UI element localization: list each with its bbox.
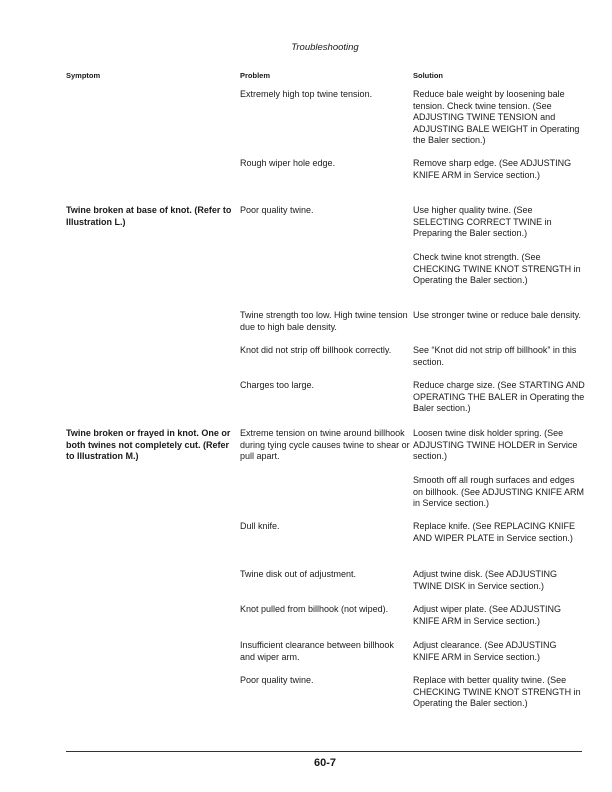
problem-text: Twine strength too low. High twine tension due to high bale density. [240, 310, 408, 332]
solution-text: Reduce charge size. (See STARTING AND OPERATING THE BALER in Operating the Baler section.) [413, 380, 585, 414]
symptom-text: Twine broken at base of knot. (Refer to Illustration L.) [66, 205, 232, 227]
column-header-problem: Problem [240, 71, 271, 80]
problem-text: Knot did not strip off billhook correctly. [240, 345, 392, 355]
solution-text: Use stronger twine or reduce bale density. [413, 310, 581, 320]
solution-text: Check twine knot strength. (See CHECKING TWINE KNOT STRENGTH in Operating the Baler section.) [413, 252, 581, 286]
solution-text: Remove sharp edge. (See ADJUSTING KNIFE ARM in Service section.) [413, 158, 572, 180]
column-header-solution: Solution [413, 71, 443, 80]
problem-text: Charges too large. [240, 380, 315, 390]
problem-text: Extreme tension on twine around billhook during tying cycle causes twine to shear or pull apart. [240, 428, 410, 462]
solution-text: Loosen twine disk holder spring. (See ADJUSTING TWINE HOLDER in Service section.) [413, 428, 578, 462]
problem-text: Poor quality twine. [240, 205, 314, 215]
solution-text: See “Knot did not strip off billhook” in this section. [413, 345, 577, 367]
solution-text: Use higher quality twine. (See SELECTING CORRECT TWINE in Preparing the Baler section.) [413, 205, 552, 239]
solution-text: Adjust twine disk. (See ADJUSTING TWINE DISK in Service section.) [413, 569, 558, 591]
problem-text: Dull knife. [240, 521, 280, 531]
solution-text: Replace knife. (See REPLACING KNIFE AND WIPER PLATE in Service section.) [413, 521, 576, 543]
problem-text: Extremely high top twine tension. [240, 89, 373, 99]
footer-divider [66, 751, 582, 752]
solution-text: Reduce bale weight by loosening bale tension. Check twine tension. (See ADJUSTING TWINE TENSION and ADJUSTING BALE WEIGHT in Operating the Baler section.) [413, 89, 580, 146]
problem-text: Insufficient clearance between billhook and wiper arm. [240, 640, 394, 662]
problem-text: Rough wiper hole edge. [240, 158, 336, 168]
solution-text: Smooth off all rough surfaces and edges on billhook. (See ADJUSTING KNIFE ARM in Service section.) [413, 475, 585, 509]
symptom-text: Twine broken or frayed in knot. One or both twines not completely cut. (Refer to Illustration M.) [66, 428, 231, 462]
column-header-symptom: Symptom [66, 71, 101, 80]
solution-text: Adjust wiper plate. (See ADJUSTING KNIFE ARM in Service section.) [413, 604, 562, 626]
solution-text: Adjust clearance. (See ADJUSTING KNIFE ARM in Service section.) [413, 640, 557, 662]
page-header-title: Troubleshooting [291, 42, 359, 53]
problem-text: Knot pulled from billhook (not wiped). [240, 604, 389, 614]
page-number: 60-7 [313, 757, 337, 769]
solution-text: Replace with better quality twine. (See CHECKING TWINE KNOT STRENGTH in Operating the Baler section.) [413, 675, 581, 709]
problem-text: Poor quality twine. [240, 675, 314, 685]
problem-text: Twine disk out of adjustment. [240, 569, 357, 579]
